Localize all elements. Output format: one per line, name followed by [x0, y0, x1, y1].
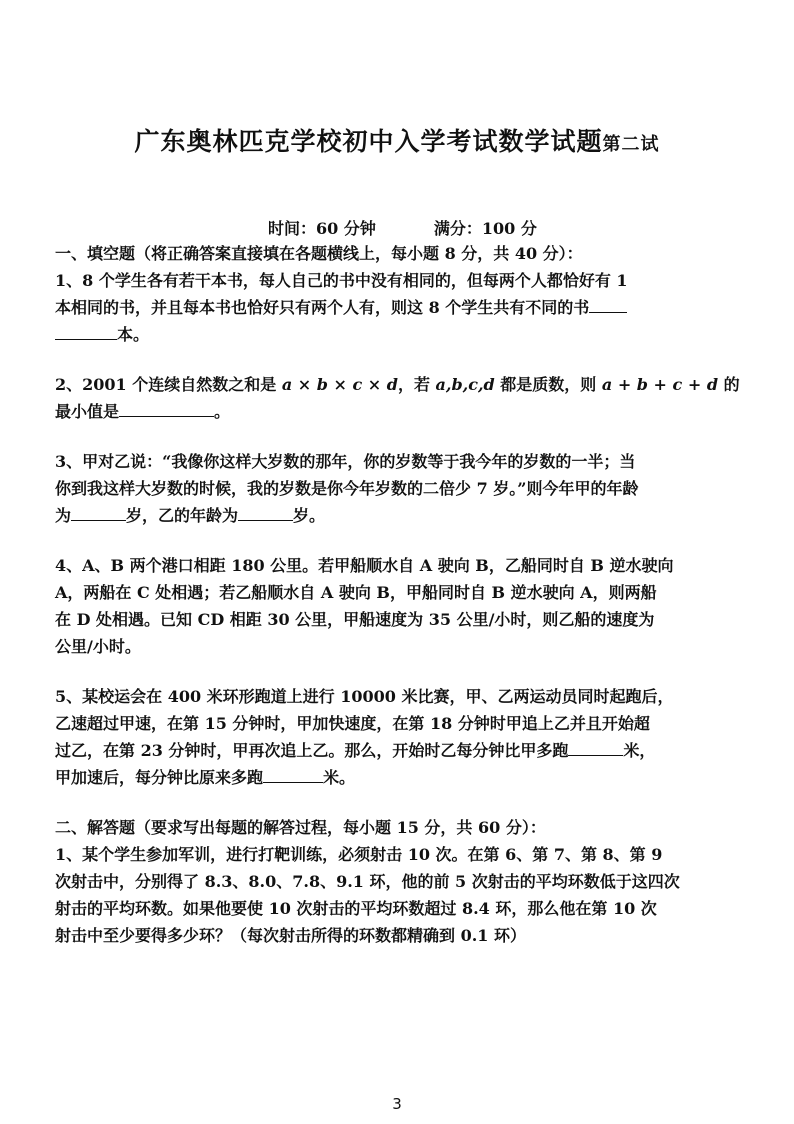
- exam-title: [0, 122, 794, 158]
- question-1-5: 5、某校运会在 400 米环形跑道上进行 10000 米比赛，甲、乙两运动员同时起跑后， 乙速超过甲速，在第 15 分钟时，甲加快速度，在第 18 分钟时甲追上乙并且开始超 过乙，在第 23 分钟时，甲再次追上乙。那么，开始时乙每分钟比甲多跑 米， 甲加速后，每分钟比原来多跑 米。: [55, 687, 674, 787]
- exam-meta: [268, 216, 537, 239]
- question-1-3: 3、甲对乙说：“我像你这样大岁数的那年，你的岁数等于我今年的岁数的一半；当 你到我这样大岁数的时候，我的岁数是你今年岁数的二倍少 7 岁。”则今年甲的年龄 为 岁，乙的年龄为 岁。: [55, 452, 639, 525]
- title-main: 广东奥林匹克学校初中入学考试数学试题: [134, 127, 603, 156]
- answer-blank: [238, 502, 293, 521]
- question-2-1: 1、某个学生参加军训，进行打靶训练，必须射击 10 次。在第 6、第 7、第 8、第 9 次射击中，分别得了 8.3、8.0、7.8、9.1 环，他的前 5 次射击的平均环数低于这四次 射击的平均环数。如果他要使 10 次射击的平均环数超过 8.4 环，那么他在第 10 次 射击中至少要得多少环？（每次射击所得的环数都精确到 0.1 环）: [55, 845, 680, 945]
- answer-blank: [589, 294, 627, 313]
- answer-blank: [119, 398, 214, 417]
- exam-content: [55, 240, 755, 949]
- exam-time: 时间：60 分钟: [268, 219, 376, 238]
- exam-score: 满分：100 分: [433, 219, 537, 238]
- answer-blank: [55, 321, 117, 340]
- question-1-2: 2、2001 个连续自然数之和是 a × b × c × d，若 a,b,c,d 都是质数，则 a + b + c + d 的 最小值是 。: [55, 375, 740, 421]
- question-1-4: 4、A、B 两个港口相距 180 公里。若甲船顺水自 A 驶向 B，乙船同时自 B 逆水驶向 A，两船在 C 处相遇；若乙船顺水自 A 驶向 B，甲船同时自 B 逆水驶向 A，则两船 在 D 处相遇。已知 CD 相距 30 公里，甲船速度为 35 公里/小时，则乙船的速度为 公里/小时。: [55, 556, 674, 656]
- answer-blank: [71, 502, 126, 521]
- question-1-1: 1、8 个学生各有若干本书，每人自己的书中没有相同的，但每两个人都恰好有 1 本相同的书，并且每本书也恰好只有两个人有，则这 8 个学生共有不同的书 本。: [55, 271, 628, 344]
- page-number: 3: [392, 1095, 402, 1113]
- answer-blank: [568, 737, 623, 756]
- section1-heading: 一、填空题（将正确答案直接填在各题横线上，每小题 8 分，共 40 分）：: [55, 244, 583, 263]
- answer-blank: [263, 764, 323, 783]
- title-suffix: 第二试: [602, 134, 660, 155]
- section2-heading: 二、解答题（要求写出每题的解答过程，每小题 15 分，共 60 分）：: [55, 818, 546, 837]
